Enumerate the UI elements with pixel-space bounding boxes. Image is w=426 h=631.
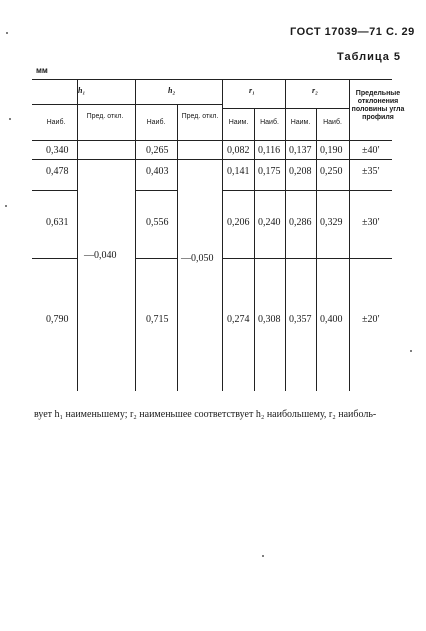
h2-pred-header: Пред. откл. [181,113,219,120]
table-cell: 0,082 [227,145,250,156]
r1-naib-header: Наиб. [260,119,279,126]
table-cell: 0,329 [320,217,343,228]
col-h2-header: h₂ [168,86,176,95]
table-title: Таблица 5 [337,51,402,63]
scan-speck [6,32,8,34]
col-r1-header: r₁ [249,86,255,95]
col-r2-header: r₂ [312,86,318,95]
h1-pred-header: Пред. откл. [86,113,124,120]
table-cell: 0,190 [320,145,343,156]
table-cell: ±30′ [362,217,380,228]
table-cell: 0,141 [227,166,250,177]
table-cell: 0,240 [258,217,281,228]
table-cell: ±20′ [362,314,380,325]
table-cell: 0,308 [258,314,281,325]
r2-naib-header: Наиб. [323,119,342,126]
table-cell: 0,400 [320,314,343,325]
h2-tolerance: —0,050 [181,253,214,264]
table-cell: 0,206 [227,217,250,228]
scan-speck [9,118,11,120]
table-cell: 0,478 [46,166,69,177]
table-cell: 0,208 [289,166,312,177]
r1-naim-header: Наим. [228,119,249,126]
table-cell: 0,250 [320,166,343,177]
scan-speck [262,555,264,557]
table-cell: 0,340 [46,145,69,156]
scan-speck [410,350,412,352]
table-cell: 0,116 [258,145,281,156]
col-h1-header: h₁ [78,86,86,95]
table-cell: 0,175 [258,166,281,177]
table-cell: 0,137 [289,145,312,156]
table-cell: 0,274 [227,314,250,325]
table-cell: 0,265 [146,145,169,156]
footer-text: вует h₁ наименьшему; r₂ наименьшее соответствует h₂ наибольшему, r₂ наиболь- [34,409,377,420]
h1-naib-header: Наиб. [46,119,66,126]
table-cell: ±35′ [362,166,380,177]
table-cell: 0,790 [46,314,69,325]
table-cell: ±40′ [362,145,380,156]
table-cell: 0,403 [146,166,169,177]
table-cell: 0,631 [46,217,69,228]
col-angle-header: Предельные отклонения половины угла профиля [351,90,405,121]
table-cell: 0,715 [146,314,169,325]
h1-tolerance: —0,040 [84,250,117,261]
r2-naim-header: Наим. [290,119,311,126]
table-cell: 0,286 [289,217,312,228]
scan-speck [5,205,7,207]
page-header: ГОСТ 17039—71 С. 29 [290,26,415,38]
table-cell: 0,357 [289,314,312,325]
table-cell: 0,556 [146,217,169,228]
h2-naib-header: Наиб. [146,119,166,126]
unit-label: мм [36,66,48,75]
